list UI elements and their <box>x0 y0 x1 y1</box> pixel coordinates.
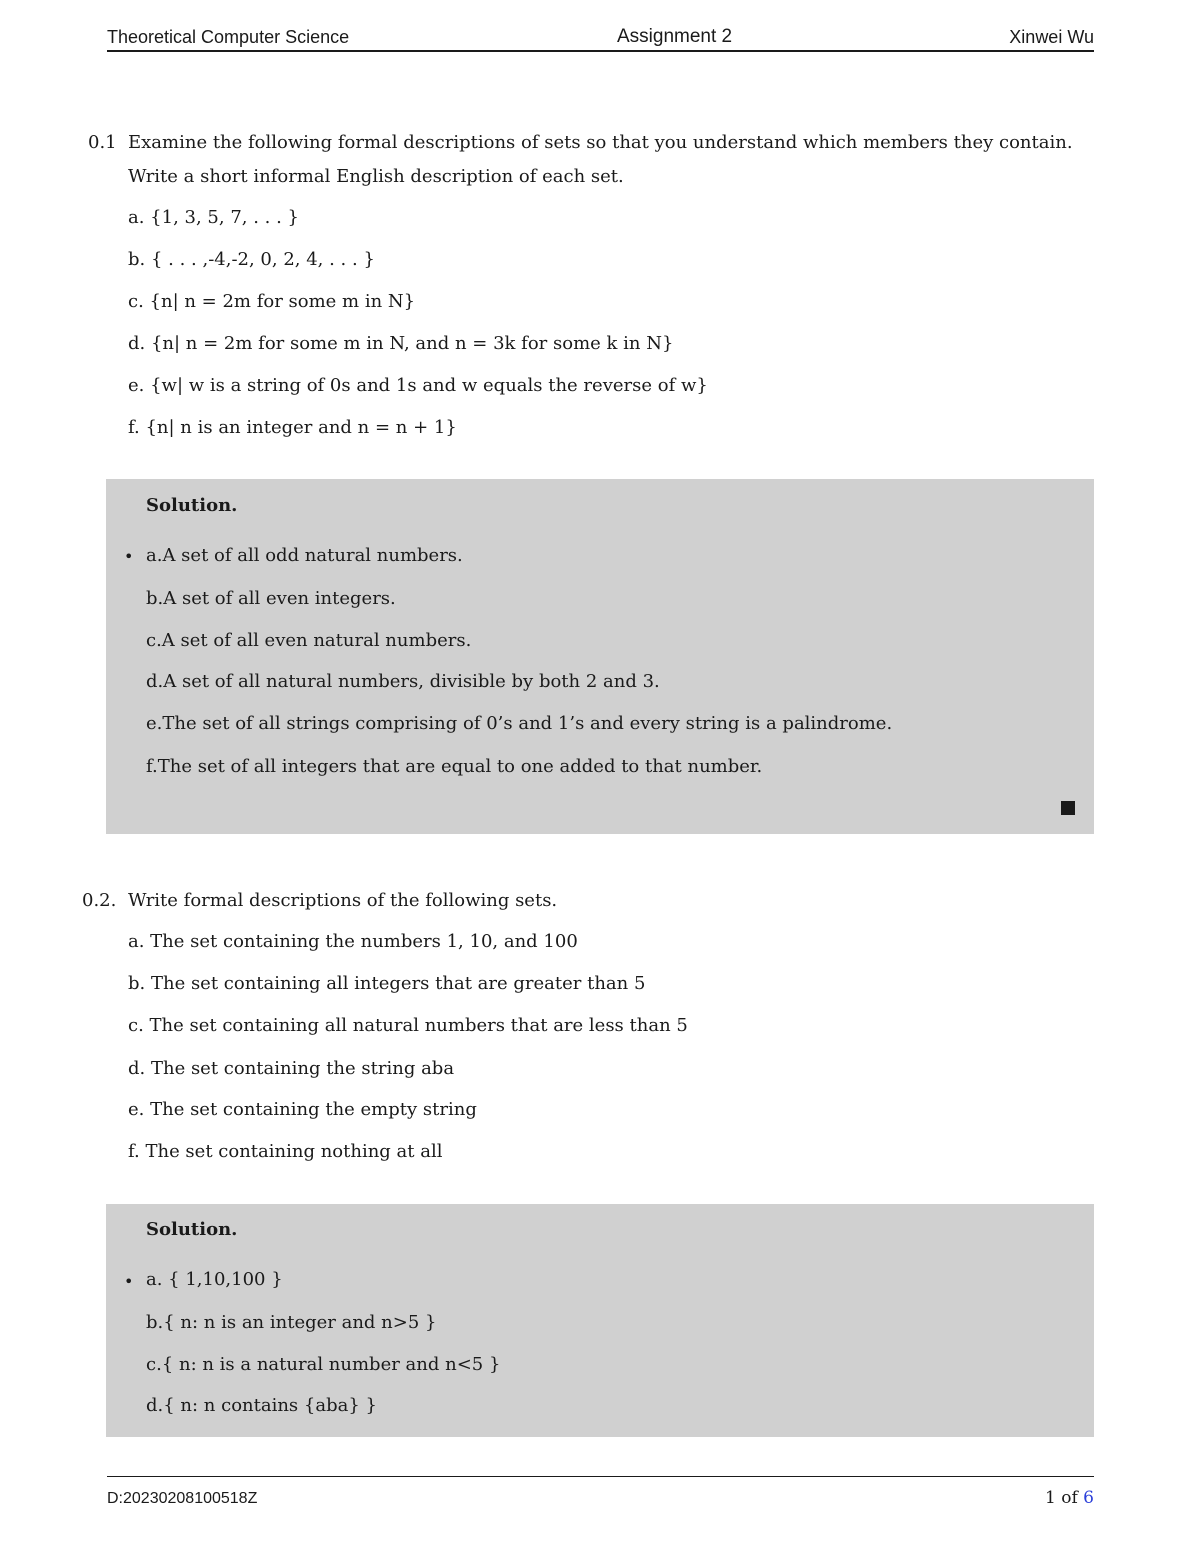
solution-line: b.A set of all even integers. <box>146 588 396 609</box>
question-item: c. The set containing all natural numbers that are less than 5 <box>128 1015 688 1036</box>
solution-title: Solution. <box>146 495 238 516</box>
question-number: 0.2. <box>82 890 117 911</box>
question-item: b. The set containing all integers that are greater than 5 <box>128 973 646 994</box>
question-item: a. {1, 3, 5, 7, . . . } <box>128 207 299 228</box>
qed-square-icon <box>1061 801 1075 815</box>
question-item: f. {n| n is an integer and n = n + 1} <box>128 417 457 438</box>
solution-line: a.A set of all odd natural numbers. <box>146 545 463 566</box>
header-author: Xinwei Wu <box>1009 27 1094 47</box>
solution-line: e.The set of all strings comprising of 0’s and 1’s and every string is a palindrome. <box>146 713 893 734</box>
solution-box <box>106 479 1094 834</box>
page-header <box>107 24 1094 52</box>
solution-line: c.A set of all even natural numbers. <box>146 630 472 651</box>
page-number-prefix: 1 of <box>1045 1488 1078 1508</box>
solution-line: d.A set of all natural numbers, divisible by both 2 and 3. <box>146 671 660 692</box>
question-item: a. The set containing the numbers 1, 10, and 100 <box>128 931 578 952</box>
solution-line: c.{ n: n is a natural number and n<5 } <box>146 1354 501 1375</box>
footer-divider <box>107 1476 1094 1477</box>
question-item: c. {n| n = 2m for some m in N} <box>128 291 416 312</box>
question-prompt-continued: Write a short informal English description of each set. <box>128 166 624 187</box>
solution-line: d.{ n: n contains {aba} } <box>146 1395 377 1416</box>
question-item: f. The set containing nothing at all <box>128 1141 443 1162</box>
solution-box <box>106 1204 1094 1437</box>
header-course: Theoretical Computer Science <box>107 27 350 47</box>
solution-line: a. { 1,10,100 } <box>146 1269 283 1290</box>
question-prompt: Write formal descriptions of the following sets. <box>128 890 558 911</box>
question-prompt: Examine the following formal descriptions of sets so that you understand which members they contain. <box>128 132 1073 153</box>
header-divider <box>107 50 1094 52</box>
question-item: d. The set containing the string aba <box>128 1058 455 1079</box>
solution-line: b.{ n: n is an integer and n>5 } <box>146 1312 437 1333</box>
question-item: e. The set containing the empty string <box>128 1099 477 1120</box>
page-number <box>1045 1488 1094 1508</box>
bullet-icon: • <box>124 547 134 566</box>
question-item: e. {w| w is a string of 0s and 1s and w equals the reverse of w} <box>128 375 708 396</box>
page-total-link[interactable]: 6 <box>1083 1488 1094 1508</box>
footer-document-id: D:20230208100518Z <box>107 1490 258 1507</box>
bullet-icon: • <box>124 1272 134 1291</box>
solution-title: Solution. <box>146 1219 238 1240</box>
question-number: 0.1 <box>88 132 117 153</box>
question-item: b. { . . . ,-4,-2, 0, 2, 4, . . . } <box>128 249 375 270</box>
header-assignment: Assignment 2 <box>617 26 733 47</box>
question-item: d. {n| n = 2m for some m in N, and n = 3k for some k in N} <box>128 333 674 354</box>
solution-line: f.The set of all integers that are equal to one added to that number. <box>146 756 763 777</box>
